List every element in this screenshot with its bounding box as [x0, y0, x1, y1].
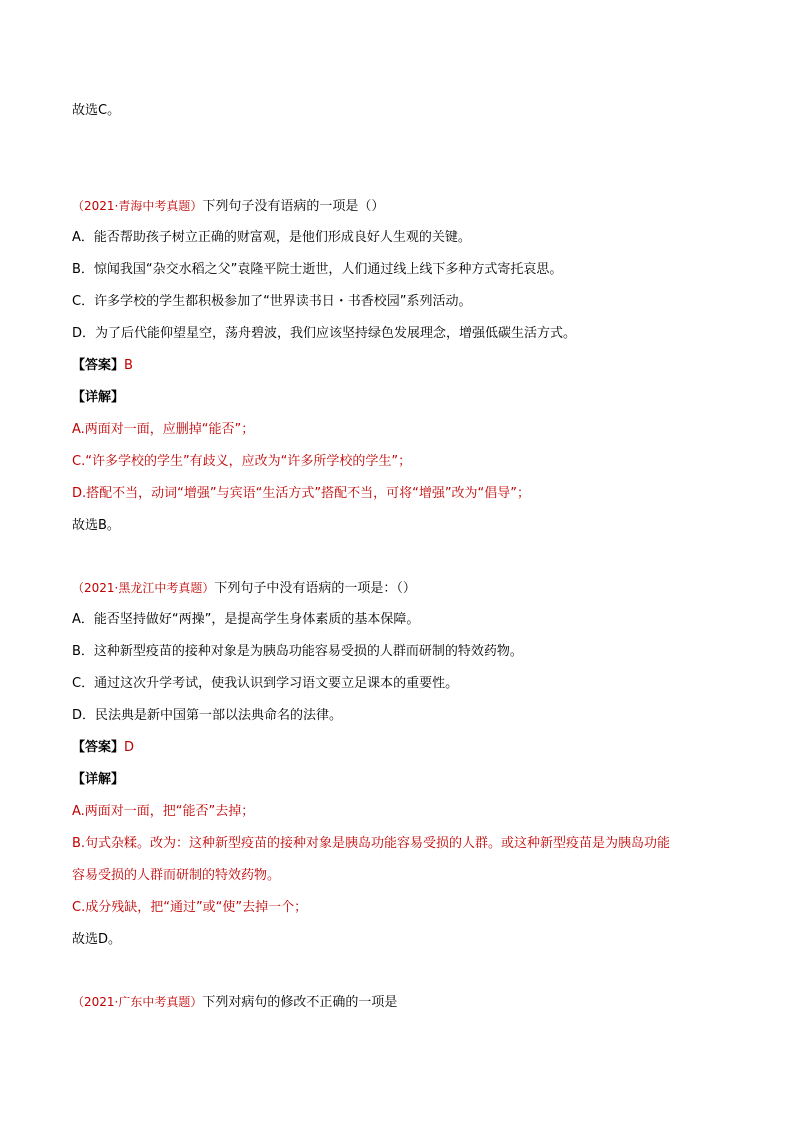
- answer-value: D: [124, 740, 135, 755]
- question-2-option-a: A．能否坚持做好“两操”，是提高学生身体素质的基本保障。: [72, 612, 420, 627]
- question-2-detail-b-continued: 容易受损的人群而研制的特效药物。: [72, 868, 281, 883]
- previous-conclusion: 故选C。: [72, 103, 121, 118]
- question-1-option-b: B．惊闻我国“杂交水稻之父”袁隆平院士逝世，人们通过线上线下多种方式寄托哀思。: [72, 262, 563, 277]
- question-2-detail-c: C.成分残缺，把“通过”或“使”去掉一个；: [72, 900, 308, 915]
- question-3-stem: 下列对病句的修改不正确的一项是: [202, 995, 398, 1010]
- question-2-detail-label: 【详解】: [72, 772, 125, 787]
- question-1-conclusion: 故选B。: [72, 518, 120, 533]
- question-1-detail-label: 【详解】: [72, 390, 125, 405]
- question-1-option-a: A．能否帮助孩子树立正确的财富观，是他们形成良好人生观的关键。: [72, 230, 471, 245]
- question-2-option-c: C．通过这次升学考试，使我认识到学习语文要立足课本的重要性。: [72, 676, 459, 691]
- answer-label: 【答案】: [72, 358, 125, 373]
- question-2-stem: 下列句子中没有语病的一项是：（）: [214, 581, 416, 596]
- question-2-detail-a: A.两面对一面，把“能否”去掉；: [72, 804, 255, 819]
- question-1-stem: 下列句子没有语病的一项是（）: [202, 199, 385, 214]
- question-2-header: [72, 578, 416, 599]
- answer-value: B: [124, 358, 133, 373]
- question-1-header: [72, 196, 384, 217]
- question-3-source: （2021·广东中考真题）: [72, 995, 203, 1009]
- question-1-detail-c: C.“许多学校的学生”有歧义，应改为“许多所学校的学生”；: [72, 454, 412, 469]
- question-2-conclusion: 故选D。: [72, 932, 122, 947]
- question-1-source: （2021·青海中考真题）: [72, 199, 203, 213]
- question-2-detail-b: B.句式杂糅。改为：这种新型疫苗的接种对象是胰岛功能容易受损的人群。或这种新型疫苗是为胰岛功能: [72, 836, 671, 851]
- question-2-source: （2021·黑龙江中考真题）: [72, 581, 215, 595]
- question-2-option-d: D．民法典是新中国第一部以法典命名的法律。: [72, 708, 343, 723]
- question-1-detail-a: A.两面对一面，应删掉“能否”；: [72, 422, 255, 437]
- question-2-answer: [72, 738, 134, 758]
- question-1-detail-d: D.搭配不当，动词“增强”与宾语“生活方式”搭配不当，可将“增强”改为“倡导”；: [72, 486, 531, 501]
- answer-label: 【答案】: [72, 740, 125, 755]
- question-3-header: [72, 992, 397, 1013]
- question-1-answer: [72, 356, 133, 376]
- question-2-option-b: B．这种新型疫苗的接种对象是为胰岛功能容易受损的人群而研制的特效药物。: [72, 644, 523, 659]
- question-1-option-c: C．许多学校的学生都积极参加了“世界读书日・书香校园”系列活动。: [72, 294, 472, 309]
- question-1-option-d: D．为了后代能仰望星空，荡舟碧波，我们应该坚持绿色发展理念，增强低碳生活方式。: [72, 326, 577, 341]
